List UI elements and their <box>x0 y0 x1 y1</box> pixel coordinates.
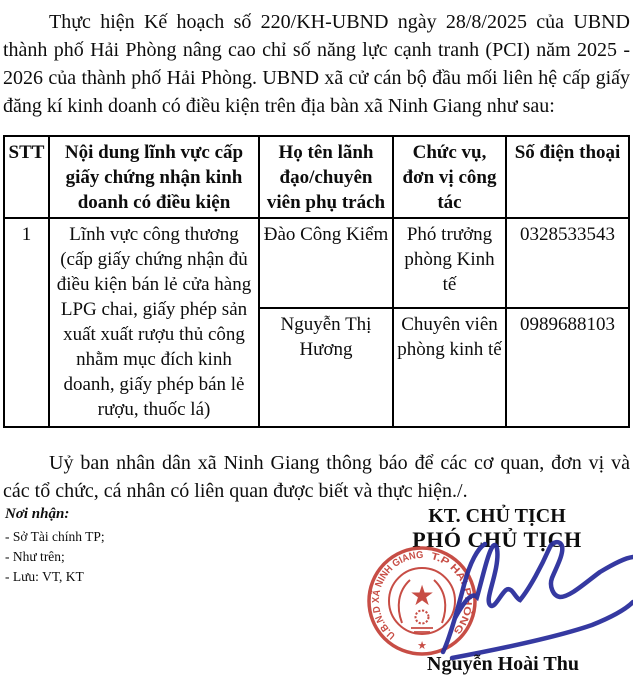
contacts-table <box>3 135 630 428</box>
seal-text-left: U.B.N.D XÃ NINH GIANG <box>370 549 425 642</box>
table-row <box>4 218 629 308</box>
recipients-block <box>5 506 105 587</box>
seal-text-right: T.P HẢI PHÒNG <box>429 551 474 635</box>
cell-contact-name: Đào Công Kiểm <box>259 218 393 308</box>
signer-name: Nguyễn Hoài Thu <box>427 653 579 675</box>
recipients-label: Nơi nhận: <box>5 506 70 522</box>
cell-contact-phone: 0328533543 <box>506 218 629 308</box>
header-linh-vuc: Nội dung lĩnh vực cấp giấy chứng nhận kinh doanh có điều kiện <box>49 136 259 218</box>
cell-contact-title: Chuyên viên phòng kinh tế <box>393 308 506 427</box>
seal-center-star-icon: ★ <box>409 581 435 612</box>
cell-contact-title: Phó trưởng phòng Kinh tế <box>393 218 506 308</box>
closing-paragraph: Uỷ ban nhân dân xã Ninh Giang thông báo để các cơ quan, đơn vị và các tổ chức, cá nhân có liên quan được biết và thực hiện./. <box>3 452 630 502</box>
recipient-item: - Lưu: VT, KT <box>5 569 84 584</box>
cell-linh-vuc: Lĩnh vực công thương (cấp giấy chứng nhận đủ điều kiện bán lẻ cửa hàng LPG chai, giấy phép sản xuất xuất rượu thủ công nhằm mục đích kinh doanh, giấy phép bán lẻ rượu, thuốc lá) <box>49 218 259 427</box>
table-header-row <box>4 136 629 218</box>
recipient-item: - Sở Tài chính TP; <box>5 529 105 544</box>
signer-role-kt: KT. CHỦ TỊCH <box>428 505 566 527</box>
opening-paragraph: Thực hiện Kế hoạch số 220/KH-UBND ngày 28/8/2025 của UBND thành phố Hải Phòng nâng cao chỉ số năng lực cạnh tranh (PCI) năm 2025 - 2026 của thành phố Hải Phòng. UBND xã cử cán bộ đầu mối liên hệ cấp giấy đăng kí kinh doanh có điều kiện trên địa bàn xã Ninh Giang như sau: <box>3 11 630 117</box>
header-ho-ten: Họ tên lãnh đạo/chuyên viên phụ trách <box>259 136 393 218</box>
signer-role-pct: PHÓ CHỦ TỊCH <box>412 527 582 552</box>
seal-bottom-star-icon: ★ <box>417 640 427 652</box>
recipient-item: - Như trên; <box>5 549 65 564</box>
header-stt: STT <box>4 136 49 218</box>
cell-contact-name: Nguyễn Thị Hương <box>259 308 393 427</box>
cell-stt: 1 <box>4 218 49 427</box>
header-dien-thoai: Số điện thoại <box>506 136 629 218</box>
cell-contact-phone: 0989688103 <box>506 308 629 427</box>
header-chuc-vu: Chức vụ, đơn vị công tác <box>393 136 506 218</box>
